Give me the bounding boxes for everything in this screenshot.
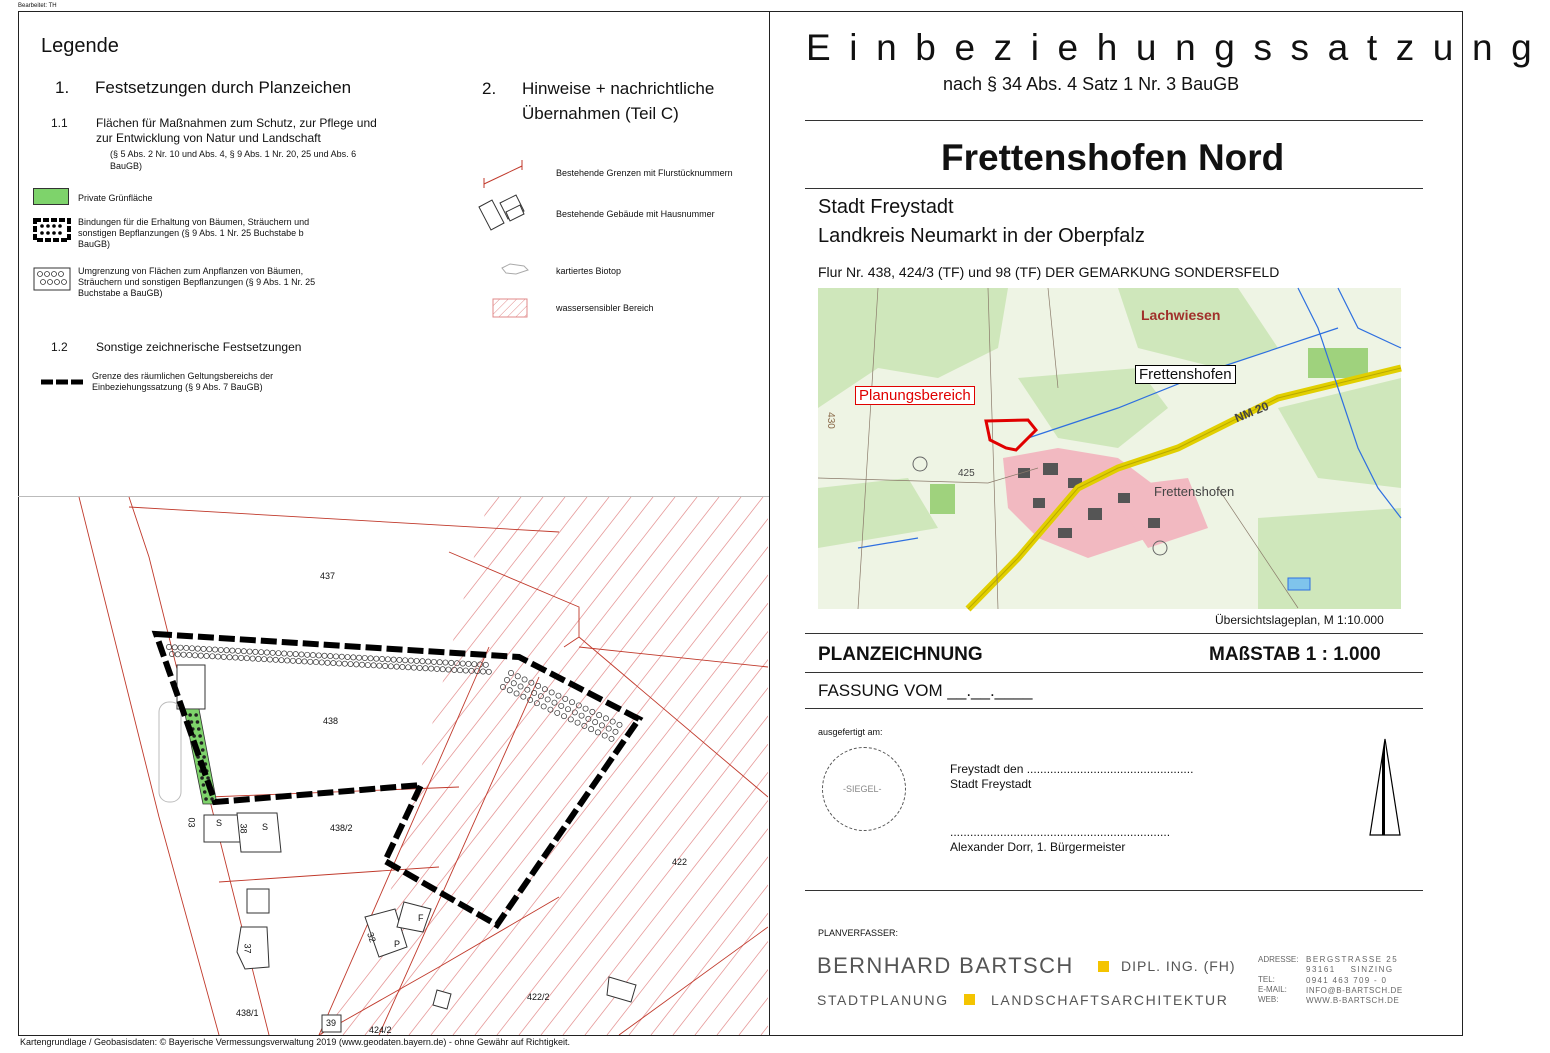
hint-buildings: Bestehende Gebäude mit Hausnummer	[556, 209, 715, 219]
border-line-symbol	[41, 378, 85, 386]
item-plant-l1: Umgrenzung von Flächen zum Anpflanzen von Bäumen,	[78, 266, 304, 276]
map-label-425: 425	[958, 468, 975, 479]
sec12-num: 1.2	[51, 340, 68, 354]
firm-sub2: LANDSCHAFTSARCHITEKTUR	[991, 992, 1229, 1008]
biotope-symbol	[500, 262, 530, 276]
parcel-438-1: 438/1	[236, 1008, 259, 1018]
sec11-title-l2: zur Entwicklung von Natur und Landschaft	[96, 131, 321, 145]
sec11-title-l1: Flächen für Maßnahmen zum Schutz, zur Pflege und	[96, 116, 377, 130]
sec11-ref-l2: BauGB)	[110, 161, 143, 171]
title-rule-4	[805, 672, 1423, 673]
sec11-num: 1.1	[51, 116, 68, 130]
label-s2: S	[262, 822, 269, 832]
ausgefertigt: ausgefertigt am:	[818, 727, 883, 737]
addr-web: WWW.B-BARTSCH.DE	[1306, 996, 1400, 1005]
title-rule-5	[805, 708, 1423, 709]
sign-name: Alexander Dorr, 1. Bürgermeister	[950, 840, 1126, 854]
accent-square-1	[1098, 961, 1109, 972]
accent-square-2	[964, 994, 975, 1005]
hint-biotope: kartiertes Biotop	[556, 266, 622, 276]
overview-map	[818, 288, 1401, 609]
map-label-frettenshofen-town: Frettenshofen	[1154, 484, 1235, 499]
parcel-lines	[79, 497, 768, 1035]
parcel-438-2: 438/2	[330, 823, 353, 833]
bind-preserve-symbol	[33, 218, 71, 242]
sec2-title-l1: Hinweise + nachrichtliche	[522, 79, 715, 98]
parcel-438: 438	[323, 716, 339, 726]
legend-title: Legende	[41, 35, 119, 57]
plant-strip-top	[166, 644, 491, 674]
parcel-border-symbol	[478, 152, 528, 190]
sec11-ref-l1: (§ 5 Abs. 2 Nr. 10 und Abs. 4, § 9 Abs. 1 Nr. 20, 25 und Abs. 6	[110, 149, 357, 159]
map-label-planungsbereich: Planungsbereich	[855, 386, 975, 405]
subtitle: nach § 34 Abs. 4 Satz 1 Nr. 3 BauGB	[943, 74, 1240, 94]
item-bind-l3: BauGB)	[78, 239, 111, 249]
north-arrow-icon	[1368, 737, 1402, 839]
sign-place: Freystadt den ..................................................	[950, 762, 1194, 776]
plan-drawing	[19, 497, 768, 1035]
title-rule-1	[805, 120, 1423, 121]
sign-city: Stadt Freystadt	[950, 777, 1032, 791]
item-bind-l2: sonstigen Bepflanzungen (§ 9 Abs. 1 Nr. 25 Buchstabe b	[78, 228, 304, 238]
parcel-422-2: 422/2	[527, 992, 550, 1002]
sign-dots: ..................................................................	[950, 825, 1171, 839]
map-source: Kartengrundlage / Geobasisdaten: © Bayerische Vermessungsverwaltung 2019 (www.geodaten.bayern.de) - ohne Gewähr auf Richtigkeit.	[20, 1037, 570, 1047]
hint-borders: Bestehende Grenzen mit Flurstücknummern	[556, 168, 733, 178]
item-plant-l3: Buchstabe a BauGB)	[78, 288, 163, 298]
item-border-l2: Einbeziehungssatzung (§ 9 Abs. 7 BauGB)	[92, 382, 263, 392]
item-border-l1: Grenze des räumlichen Geltungsbereichs der	[92, 371, 274, 381]
sec12-title: Sonstige zeichnerische Festsetzungen	[96, 340, 302, 354]
map-label-lachwiesen: Lachwiesen	[1141, 307, 1221, 323]
overview-caption: Übersichtslageplan, M 1:10.000	[1215, 613, 1384, 627]
house-39: 39	[326, 1018, 337, 1028]
firm-sub1: STADTPLANUNG	[817, 992, 949, 1008]
house-32: 32	[365, 930, 378, 944]
title-rule-6	[805, 890, 1423, 891]
firm-name: BERNHARD BARTSCH	[817, 953, 1074, 978]
city: Stadt Freystadt	[818, 196, 954, 218]
item-bind-l1: Bindungen für die Erhaltung von Bäumen, Sträuchern und	[78, 217, 310, 227]
parcel-422: 422	[672, 857, 688, 867]
planzeichnung: PLANZEICHNUNG	[818, 644, 983, 665]
vertical-divider	[769, 11, 770, 1036]
map-label-frettenshofen-box: Frettenshofen	[1135, 365, 1236, 384]
sec2-num: 2.	[482, 79, 497, 98]
label-f: F	[418, 913, 424, 923]
parcel-437: 437	[320, 571, 336, 581]
addr-tel: 0941 463 709 - 0	[1306, 976, 1388, 985]
addr-city: 93161 SINZING	[1306, 965, 1394, 974]
addr-labels: ADRESSE: TEL: E-MAIL: WEB:	[1258, 955, 1299, 1004]
item-green: Private Grünfläche	[78, 193, 153, 203]
item-plant-l2: Sträuchern und sonstigen Bepflanzungen (§ 9 Abs. 1 Nr. 25	[78, 277, 316, 287]
sec2-title-l2: Übernahmen (Teil C)	[522, 104, 679, 123]
fassung: FASSUNG VOM __.__.____	[818, 681, 1033, 700]
parcel-424-2: 424/2	[369, 1025, 392, 1035]
map-label-430: 430	[824, 412, 836, 429]
house-03: 03	[186, 817, 197, 828]
water-hatch-symbol	[492, 298, 528, 318]
top-note: Bearbeitet: TH	[18, 3, 57, 9]
green-area-symbol	[33, 188, 69, 205]
addr-street: BERGSTRASSE 25	[1306, 955, 1399, 964]
massstab: MAßSTAB 1 : 1.000	[1209, 644, 1381, 665]
district: Landkreis Neumarkt in der Oberpfalz	[818, 225, 1145, 247]
firm-title: DIPL. ING. (FH)	[1121, 958, 1236, 974]
title-rule-2	[805, 188, 1423, 189]
sec1-num: 1.	[55, 78, 70, 97]
label-p: P	[394, 939, 401, 949]
planverfasser: PLANVERFASSER:	[818, 928, 899, 938]
house-38: 38	[238, 823, 249, 834]
main-title: Einbeziehungssatzung	[806, 27, 1550, 68]
flur-line: Flur Nr. 438, 424/3 (TF) und 98 (TF) DER GEMARKUNG SONDERSFELD	[818, 264, 1280, 280]
building-symbol	[476, 195, 526, 233]
project-title: Frettenshofen Nord	[941, 137, 1285, 178]
label-s1: S	[216, 818, 223, 828]
hint-water: wassersensibler Bereich	[556, 303, 654, 313]
sec1-title: Festsetzungen durch Planzeichen	[95, 78, 352, 97]
seal-text: -SIEGEL-	[843, 784, 882, 794]
house-37: 37	[242, 943, 253, 954]
addr-mail: INFO@B-BARTSCH.DE	[1306, 986, 1403, 995]
plant-area-symbol	[33, 267, 71, 291]
title-rule-3	[805, 633, 1423, 634]
map-label-nm20: NM 20	[1232, 398, 1271, 426]
